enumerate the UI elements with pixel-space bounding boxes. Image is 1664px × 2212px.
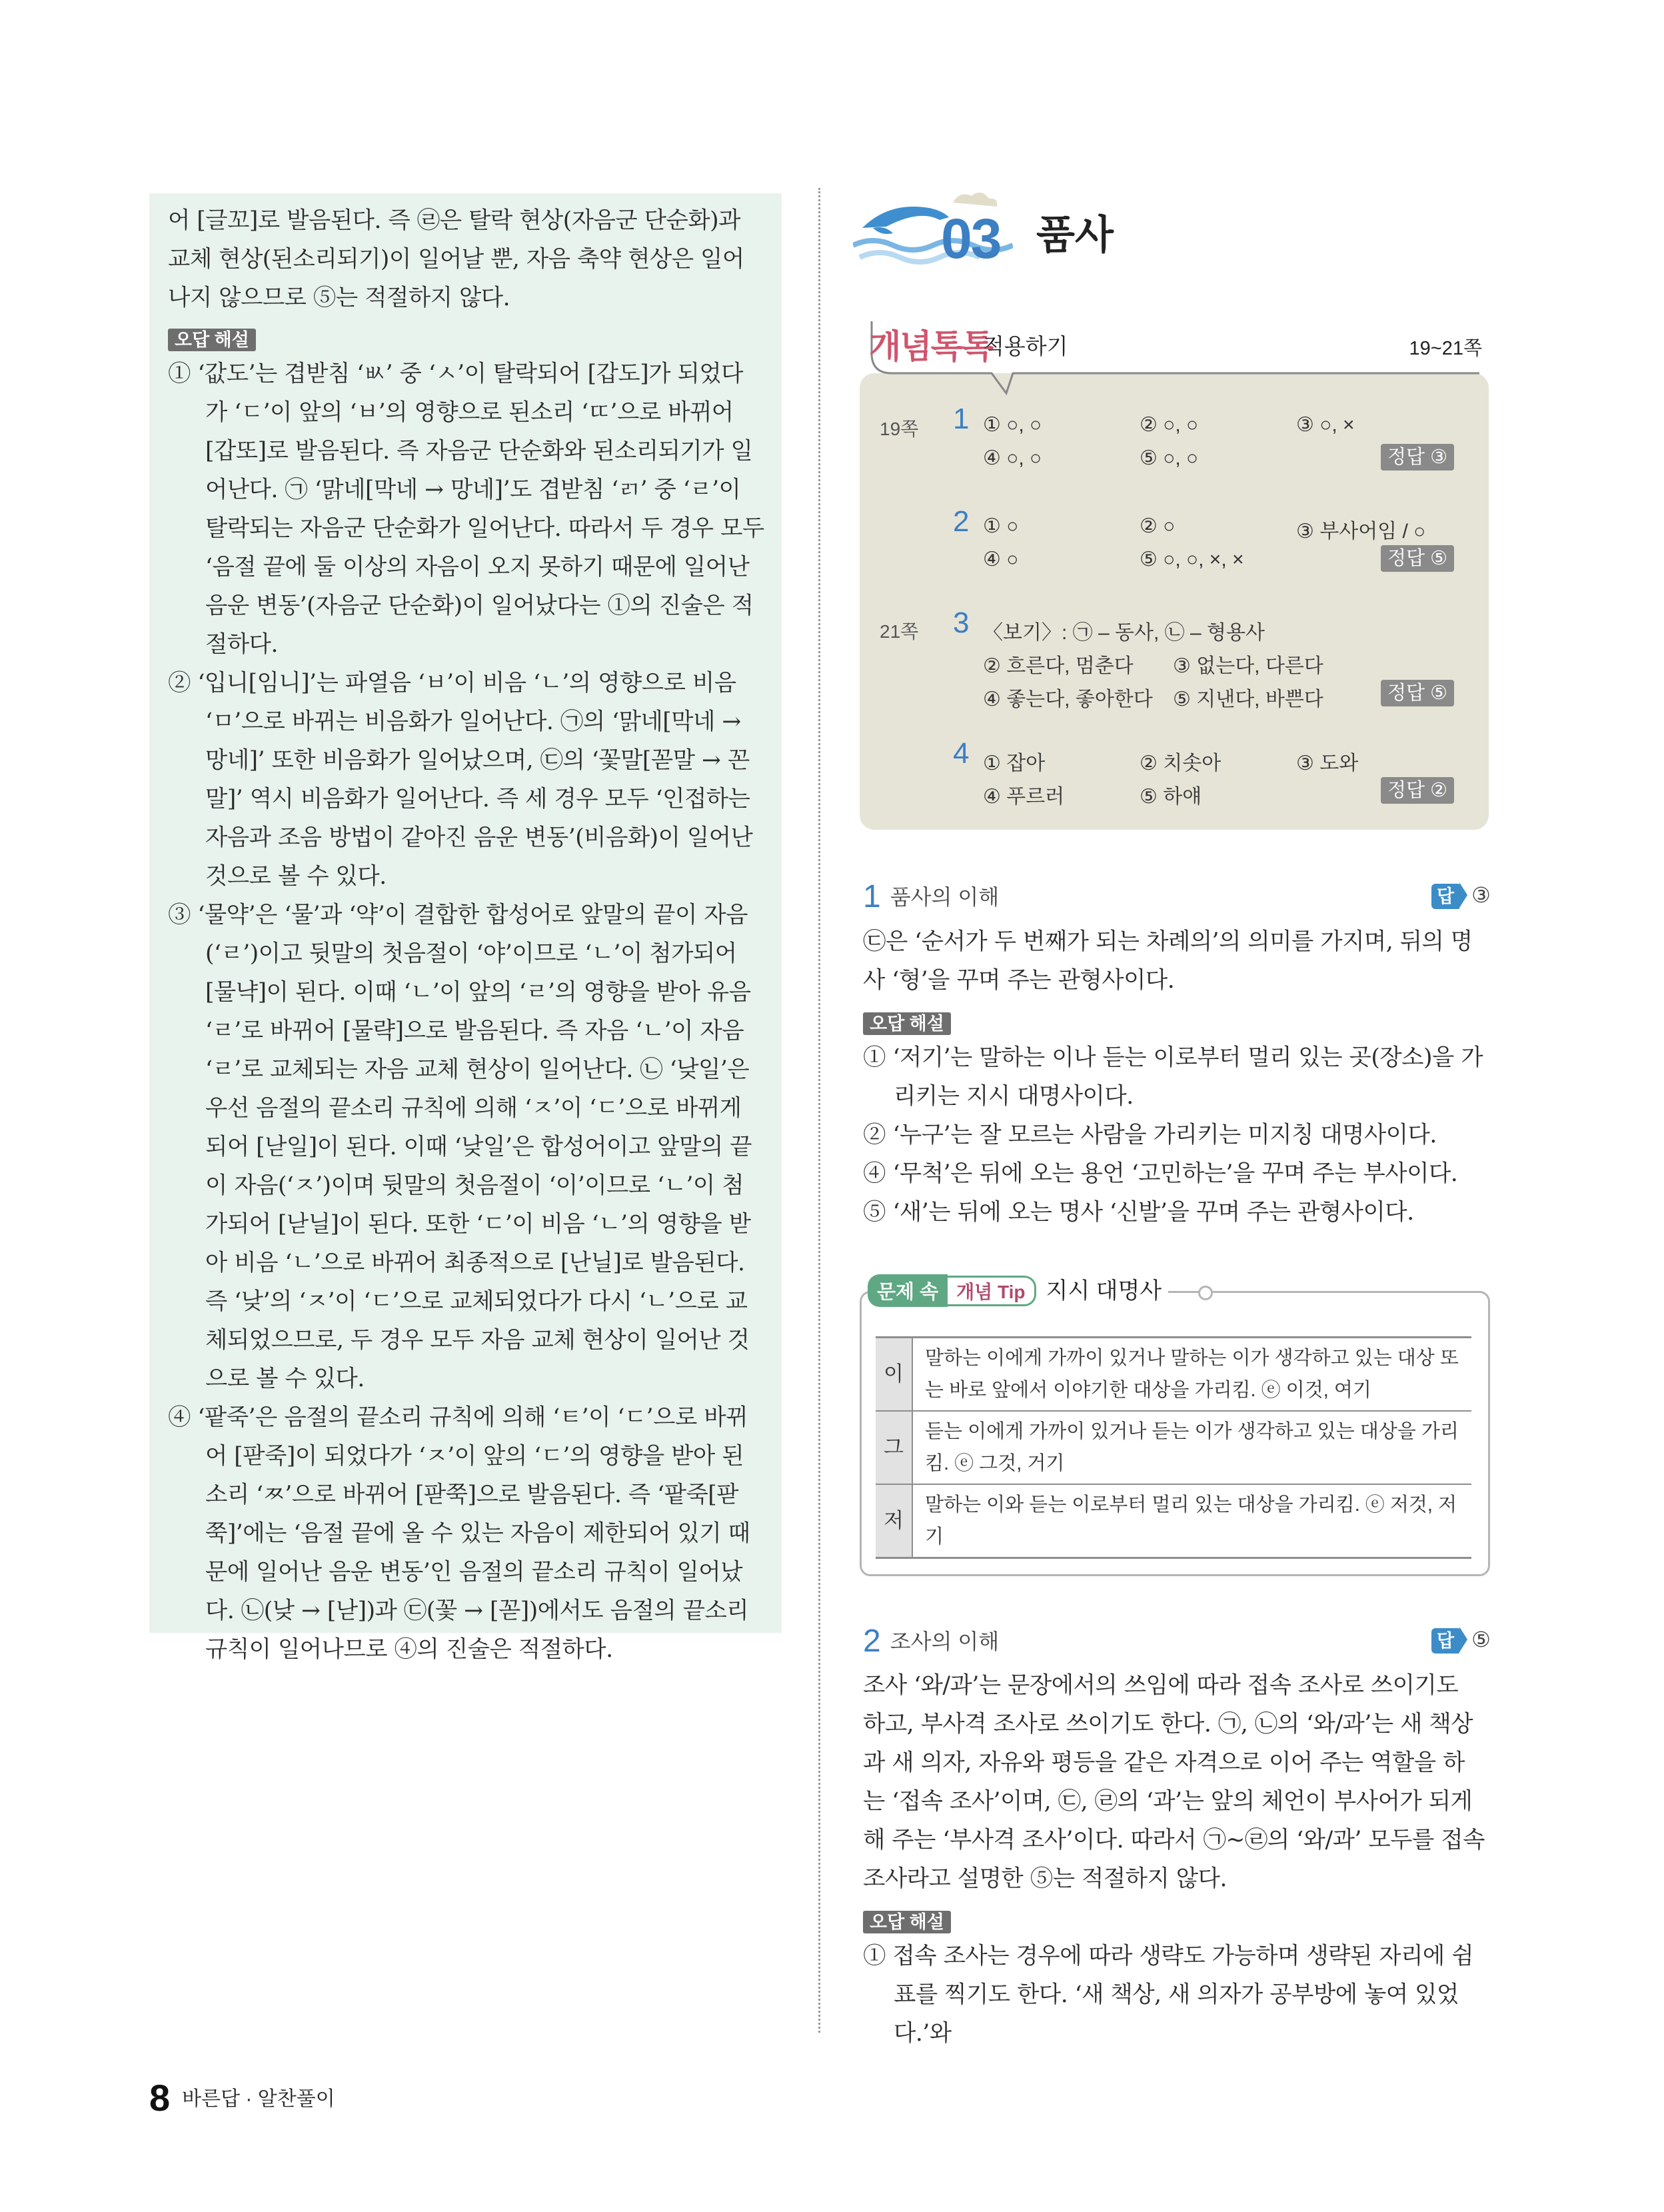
concept-subtitle: 적용하기	[983, 334, 1068, 359]
tip-label	[868, 1272, 1168, 1307]
q2-wrong-item-1: ① 접속 조사는 경우에 따라 생략도 가능하며 생략된 자리에 쉼표를 찍기도 한다. ‘새 책상, 새 의자가 공부방에 놓여 있었다.’와	[863, 1943, 1474, 2047]
concept-q2-a5: ⑤ ○, ○, ×, ×	[1140, 549, 1244, 570]
concept-q4-a4: ④ 푸르러	[983, 786, 1065, 808]
concept-q2-a4: ④ ○	[983, 549, 1019, 570]
concept-apply-box	[860, 313, 1489, 830]
page-label-21: 21쪽	[880, 621, 919, 642]
q1-wrong-item-4: ⑤ ‘새’는 뒤에 오는 명사 ‘신발’을 꾸며 주는 관형사이다.	[863, 1199, 1414, 1226]
concept-q4-answer: 정답 ②	[1381, 777, 1454, 804]
tip-tag-concept: 개념 Tip	[945, 1276, 1036, 1306]
question-1-answer	[1431, 882, 1491, 909]
concept-q4-number: 4	[953, 737, 970, 770]
left-item-3: ③ ‘물약’은 ‘물’과 ‘약’이 결합한 합성어로 앞말의 끝이 자음(‘ㄹ’)이고 뒷말의 첫음절이 ‘야’이므로 ‘ㄴ’이 첨가되어 [물냑]이 된다. 이때 ‘ㄴ’이 앞의 ‘ㄹ’의 영향을 받아 유음 ‘ㄹ’로 바뀌어 [물략]으로 발음된다. 즉 자음 ‘ㄴ’이 자음 ‘ㄹ’로 교체되는 자음 교체 현상이 일어난다. ㉡ ‘낮일’은 우선 음절의 끝소리 규칙에 의해 ‘ㅈ’이 ‘ㄷ’으로 바뀌게 되어 [낟일]이 된다. 이때 ‘낮일’은 합성어이고 앞말의 끝이 자음(‘ㅈ’)이며 뒷말의 첫음절이 ‘이’이므로 ‘ㄴ’이 첨가되어 [낟닐]이 된다. 또한 ‘ㄷ’이 비음 ‘ㄴ’의 영향을 받아 비음 ‘ㄴ’으로 바뀌어 최종적으로 [난닐]로 발음된다. 즉 ‘낮’의 ‘ㅈ’이 ‘ㄷ’으로 교체되었다가 다시 ‘ㄴ’으로 교체되었으므로, 두 경우 모두 자음 교체 현상이 일어난 것으로 볼 수 있다.	[168, 902, 752, 1392]
concept-q1-number: 1	[953, 403, 970, 435]
q1-wrong-item-3: ④ ‘무척’은 뒤에 오는 용언 ‘고민하는’을 꾸며 주는 부사이다.	[863, 1160, 1458, 1187]
concept-q1-a4: ④ ○, ○	[983, 447, 1042, 469]
question-1-number: 1	[863, 879, 881, 914]
left-item-2: ② ‘입니[임니]’는 파열음 ‘ㅂ’이 비음 ‘ㄴ’의 영향으로 비음 ‘ㅁ’으로 바뀌는 비음화가 일어난다. ㉠의 ‘맑네[막네 → 망네]’ 또한 비음화가 일어났으며, ㉢의 ‘꽃말[꼳말 → 꼰말]’ 역시 비음화가 일어난다. 즉 세 경우 모두 ‘인접하는 자음과 조음 방법이 같아진 음운 변동’(비음화)이 일어난 것으로 볼 수 있다.	[168, 670, 753, 890]
answer-arrow-icon	[1459, 1627, 1467, 1652]
concept-q3-a1: 〈보기〉: ㉠ – 동사, ㉡ – 형용사	[983, 622, 1265, 644]
concept-q3-a4: ④ 좋는다, 좋아한다	[983, 688, 1153, 710]
question-1-heading	[863, 878, 999, 915]
concept-page-range: 19~21쪽	[1409, 338, 1482, 359]
wrong-answer-badge: 오답 해설	[863, 1012, 951, 1035]
concept-q4-a1: ① 잡아	[983, 752, 1046, 774]
tip-key: 저	[876, 1484, 912, 1558]
question-1-title: 품사의 이해	[890, 885, 1000, 909]
answer-arrow-icon	[1459, 882, 1467, 908]
concept-q3-number: 3	[953, 606, 970, 639]
section-title: 품사	[1036, 213, 1114, 257]
left-item-4: ④ ‘팥죽’은 음절의 끝소리 규칙에 의해 ‘ㅌ’이 ‘ㄷ’으로 바뀌어 [팓죽]이 되었다가 ‘ㅈ’이 앞의 ‘ㄷ’의 영향을 받아 된소리 ‘ㅉ’으로 바뀌어 [팓쭉]으로 발음된다. 즉 ‘팥죽[팓쭉]’에는 ‘음절 끝에 올 수 있는 자음이 제한되어 있기 때문에 일어난 음운 변동’인 음절의 끝소리 규칙이 일어났다. ㉡(낮 → [낟])과 ㉢(꽃 → [꼳])에서도 음절의 끝소리 규칙이 일어나므로 ④의 진술은 적절하다.	[168, 1404, 750, 1663]
column-divider	[818, 188, 820, 2033]
wrong-answer-badge: 오답 해설	[863, 1911, 951, 1933]
question-2-answer	[1431, 1627, 1491, 1654]
answer-tag: 답	[1431, 884, 1459, 909]
concept-q1-answer: 정답 ③	[1381, 444, 1454, 471]
footer-title: 바른답 · 알찬풀이	[182, 2088, 335, 2110]
question-2-number: 2	[863, 1624, 881, 1659]
concept-q2-answer: 정답 ⑤	[1381, 545, 1454, 572]
question-1-answer-value: ③	[1471, 883, 1491, 907]
tip-title: 지시 대명사	[1046, 1278, 1162, 1304]
page-label-19: 19쪽	[880, 419, 919, 439]
concept-q3-a2: ② 흐른다, 멈춘다	[983, 655, 1134, 677]
tip-value: 말하는 이에게 가까이 있거나 말하는 이가 생각하고 있는 대상 또는 바로 앞에서 이야기한 대상을 가리킴. ⓔ 이것, 여기	[912, 1338, 1471, 1412]
table-row	[876, 1411, 1471, 1484]
question-2-heading	[863, 1623, 999, 1659]
tip-header-line	[1206, 1291, 1466, 1293]
tip-table	[876, 1336, 1471, 1559]
q1-wrong-item-1: ① ‘저기’는 말하는 이나 듣는 이로부터 멀리 있는 곳(장소)을 가리키는 지시 대명사이다.	[863, 1044, 1483, 1110]
concept-q2-number: 2	[953, 505, 970, 538]
question-1-body: ㉢은 ‘순서가 두 번째가 되는 차례의’의 의미를 가지며, 뒤의 명사 ‘형’을 꾸며 주는 관형사이다.	[863, 928, 1473, 994]
page-number: 8	[149, 2077, 171, 2119]
q1-wrong-item-2: ② ‘누구’는 잘 모르는 사람을 가리키는 미지칭 대명사이다.	[863, 1122, 1437, 1148]
left-intro: 어 [글꼬]로 발음된다. 즉 ㉣은 탈락 현상(자음군 단순화)과 교체 현상(된소리되기)이 일어날 뿐, 자음 축약 현상은 일어나지 않으므로 ⑤는 적절하지 않다.	[168, 207, 744, 311]
concept-q2-a2: ② ○	[1140, 515, 1176, 537]
tip-value: 말하는 이와 듣는 이로부터 멀리 있는 대상을 가리킴. ⓔ 저것, 저기	[912, 1484, 1471, 1558]
tip-tag-problem: 문제 속	[868, 1274, 948, 1307]
table-row	[876, 1484, 1471, 1558]
left-item-1: ① ‘값도’는 겹받침 ‘ㅄ’ 중 ‘ㅅ’이 탈락되어 [갑도]가 되었다가 ‘ㄷ’이 앞의 ‘ㅂ’의 영향으로 된소리 ‘ㄸ’으로 바뀌어 [갑또]로 발음된다. 즉 자음군 단순화와 된소리되기가 일어난다. ㉠ ‘맑네[막네 → 망네]’도 겹받침 ‘ㄺ’ 중 ‘ㄹ’이 탈락되는 자음군 단순화가 일어난다. 따라서 두 경우 모두 ‘음절 끝에 둘 이상의 자음이 오지 못하기 때문에 일어난 음운 변동’(자음군 단순화)이 일어났다는 ①의 진술은 적절하다.	[168, 361, 764, 658]
concept-q1-a1: ① ○, ○	[983, 414, 1042, 436]
concept-tip-box	[860, 1270, 1489, 1576]
question-2-body: 조사 ‘와/과’는 문장에서의 쓰임에 따라 접속 조사로 쓰이기도 하고, 부사격 조사로 쓰이기도 한다. ㉠, ㉡의 ‘와/과’는 새 책상과 새 의자, 자유와 평등을 같은 자격으로 이어 주는 역할을 하는 ‘접속 조사’이며, ㉢, ㉣의 ‘과’는 앞의 체언이 부사어가 되게 해 주는 ‘부사격 조사’이다. 따라서 ㉠~㉣의 ‘와/과’ 모두를 접속 조사라고 설명한 ⑤는 적절하지 않다.	[863, 1672, 1485, 1892]
tip-dot-icon	[1198, 1286, 1213, 1300]
question-2-title: 조사의 이해	[890, 1630, 1000, 1654]
page-footer	[149, 2076, 335, 2119]
concept-q3-a3: ③ 없는다, 다른다	[1173, 655, 1323, 677]
concept-logo: 개념톡톡	[869, 328, 993, 365]
concept-q2-a3: ③ 부사어임 / ○	[1296, 521, 1426, 543]
section-number: 03	[941, 207, 1001, 270]
concept-q4-a5: ⑤ 하얘	[1140, 786, 1202, 808]
question-1-explanation	[863, 922, 1486, 1232]
concept-q3-a5: ⑤ 지낸다, 바쁜다	[1173, 688, 1323, 710]
left-explanation-panel	[149, 193, 782, 1663]
left-text	[168, 201, 764, 1669]
tip-value: 듣는 이에게 가까이 있거나 듣는 이가 생각하고 있는 대상을 가리킴. ⓔ 그것, 거기	[912, 1411, 1471, 1484]
concept-q2-a1: ① ○	[983, 515, 1019, 537]
concept-q4-a2: ② 치솟아	[1140, 752, 1222, 774]
answer-tag: 답	[1431, 1628, 1459, 1654]
concept-q1-a2: ② ○, ○	[1140, 414, 1199, 436]
concept-q3-answer: 정답 ⑤	[1381, 680, 1454, 706]
concept-q1-a5: ⑤ ○, ○	[1140, 447, 1199, 469]
wrong-answer-badge: 오답 해설	[168, 329, 256, 351]
concept-q4-a3: ③ 도와	[1296, 752, 1359, 774]
question-2-answer-value: ⑤	[1471, 1628, 1491, 1652]
tip-key: 그	[876, 1411, 912, 1484]
tip-key: 이	[876, 1338, 912, 1412]
table-row	[876, 1338, 1471, 1412]
concept-q1-a3: ③ ○, ×	[1296, 414, 1355, 436]
question-2-explanation	[863, 1666, 1486, 2053]
